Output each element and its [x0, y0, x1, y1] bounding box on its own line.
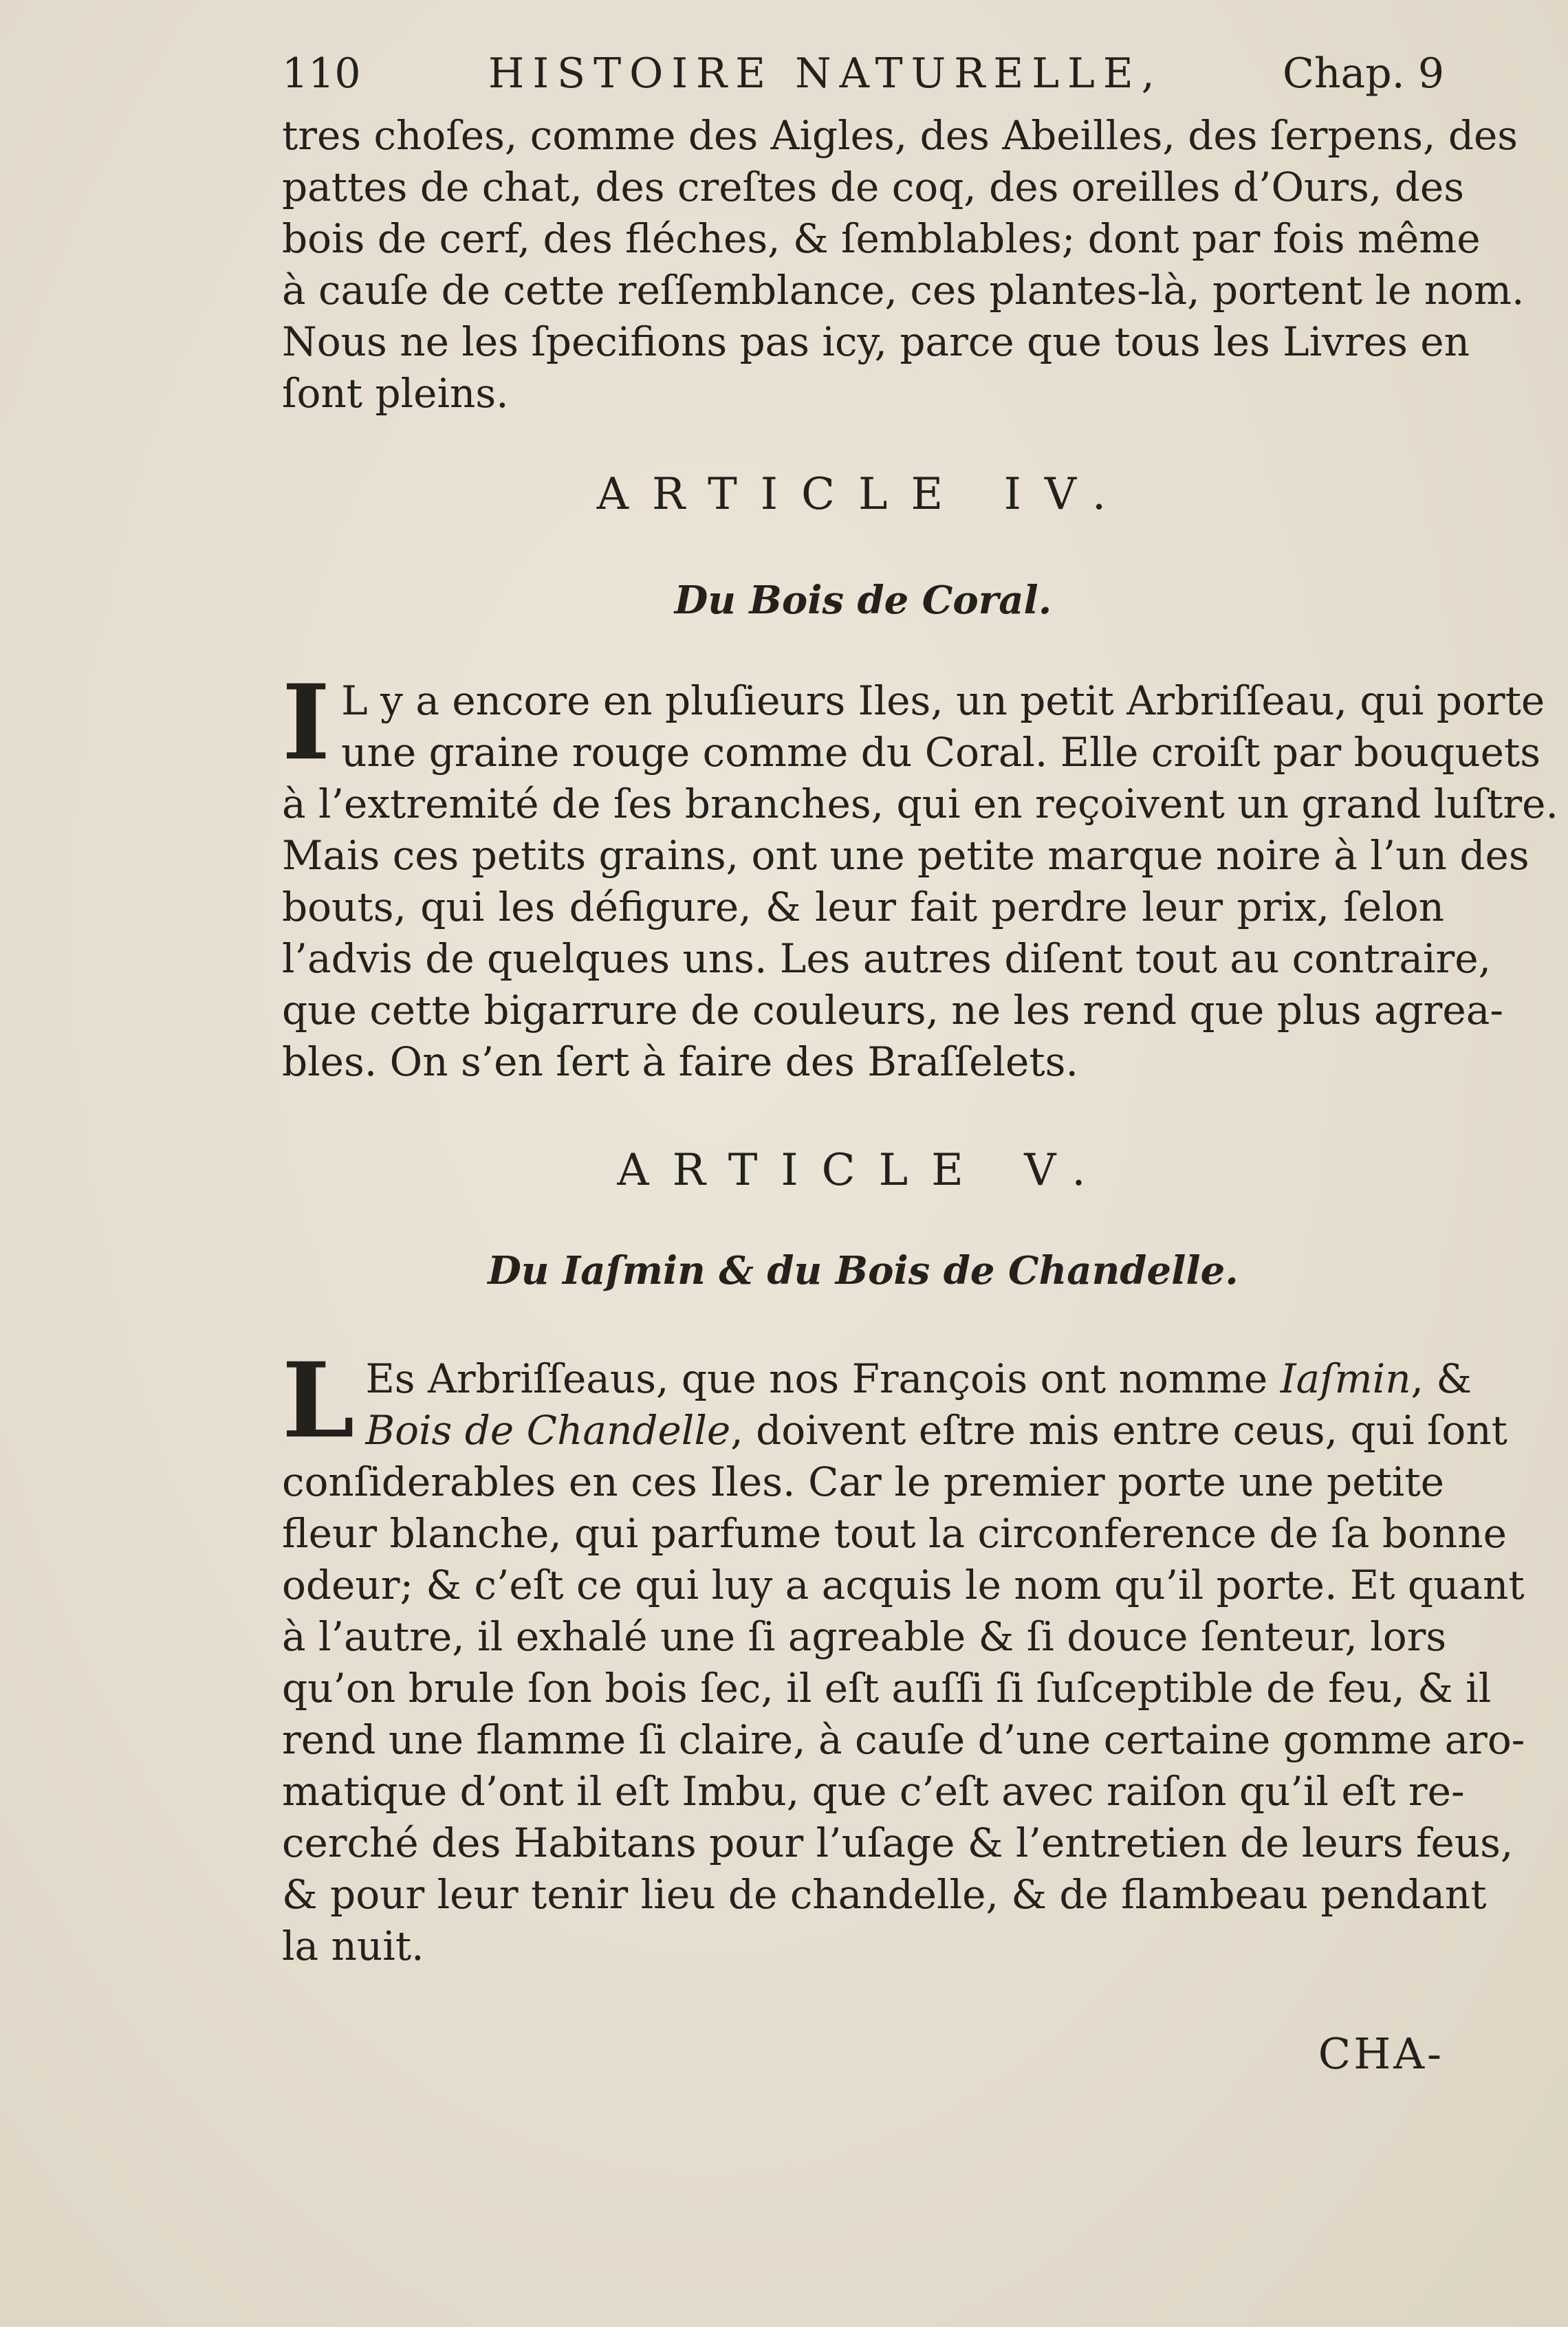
text-line: que cette bigarrure de couleurs, ne les rend que plus agrea- [282, 987, 1503, 1034]
text-line [282, 1405, 1507, 1456]
text-line: cerché des Habitans pour l’uſage & l’entretien de leurs feus, [282, 1820, 1514, 1866]
text-line [282, 1353, 1472, 1405]
text-line: à l’autre, il exhalé une ſi agreable & ſi douce ſenteur, lors [282, 1613, 1447, 1660]
text-line: pattes de chat, des creſtes de coq, des oreilles d’Ours, des [282, 164, 1464, 210]
text-line: à l’extremité de ſes branches, qui en reçoivent un grand luſtre. [282, 780, 1558, 827]
intro-paragraph [282, 110, 1525, 419]
text-line: à cauſe de cette reſſemblance, ces plantes-là, portent le nom. [282, 267, 1525, 314]
italic-term: Bois de Chandelle [365, 1407, 731, 1454]
text-fragment: Es Arbriſſeaus, que nos François ont nomme [365, 1355, 1281, 1402]
drop-cap: I [282, 662, 331, 783]
article-5-paragraph [282, 1340, 1525, 1972]
text-line: la nuit. [282, 1923, 424, 1969]
text-line: qu’on brule ſon bois ſec, il eſt auſſi ſi ſuſceptible de feu, & il [282, 1665, 1492, 1712]
page-number: 110 [282, 50, 361, 98]
article-4-subheading: Du Bois de Coral. [674, 578, 1052, 623]
chapter-label: Chap. 9 [1282, 50, 1444, 98]
text-line: Mais ces petits grains, ont une petite marque noire à l’un des [282, 832, 1529, 879]
italic-term: Iaſmin [1280, 1355, 1411, 1402]
text-line: tres choſes, comme des Aigles, des Abeilles, des ſerpens, des [282, 112, 1518, 159]
catchword: CHA- [1318, 2029, 1444, 2079]
text-line: Nous ne les ſpecifions pas icy, parce que tous les Livres en [282, 318, 1470, 365]
text-line: l’advis de quelques uns. Les autres diſent tout au contraire, [282, 935, 1492, 982]
page-header [282, 43, 1444, 105]
text-line: rend une flamme ſi claire, à cauſe d’une certaine gomme aro- [282, 1716, 1525, 1763]
running-title: HISTOIRE NATURELLE, [488, 50, 1163, 98]
text-line: & pour leur tenir lieu de chandelle, & de flambeau pendant [282, 1871, 1487, 1918]
text-fragment: , doivent eſtre mis entre ceus, qui ſont [730, 1407, 1507, 1454]
article-5-subheading: Du Iaſmin & du Bois de Chandelle. [488, 1248, 1239, 1293]
text-line: L y a encore en pluſieurs Iles, un petit Arbriſſeau, qui porte [341, 677, 1545, 724]
text-line: bouts, qui les défigure, & leur fait perdre leur prix, ſelon [282, 884, 1444, 930]
article-4-heading: ARTICLE IV. [596, 469, 1130, 520]
text-line: bles. On s’en ſert à faire des Braſſelets. [282, 1038, 1078, 1085]
text-line: fleur blanche, qui parfume tout la circonference de ſa bonne [282, 1510, 1507, 1557]
text-line: odeur; & c’eſt ce qui luy a acquis le nom qu’il porte. Et quant [282, 1562, 1525, 1608]
article-4-paragraph [282, 662, 1558, 1088]
text-line: bois de cerf, des fléches, & ſemblables; dont par fois même [282, 215, 1481, 262]
drop-cap: L [282, 1340, 355, 1461]
article-5-heading: ARTICLE V. [617, 1145, 1109, 1196]
text-line: une graine rouge comme du Coral. Elle croiſt par bouquets [341, 729, 1540, 776]
text-fragment: , & [1411, 1355, 1472, 1402]
text-line: ſont pleins. [282, 370, 509, 417]
text-line: conſiderables en ces Iles. Car le premier porte une petite [282, 1459, 1444, 1505]
text-line: matique d’ont il eſt Imbu, que c’eſt avec raiſon qu’il eſt re- [282, 1768, 1465, 1815]
